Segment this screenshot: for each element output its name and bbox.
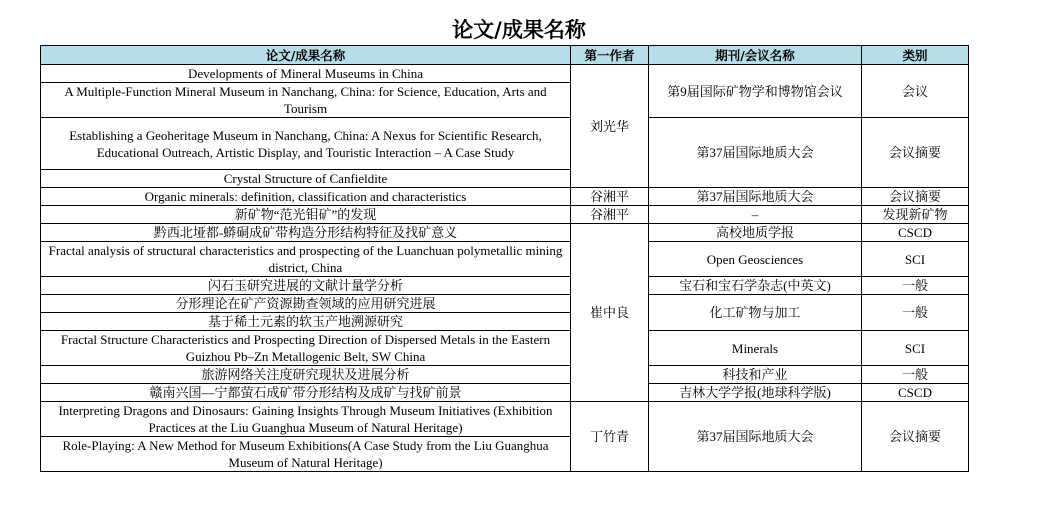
venue: – [649,206,862,224]
category: 会议 [862,65,969,118]
first-author: 谷湘平 [571,188,649,206]
table-row [41,402,969,437]
venue: 化工矿物与加工 [649,295,862,331]
header-first-author: 第一作者 [571,46,649,65]
header-title: 论文/成果名称 [41,46,571,65]
paper-title: 赣南兴国—宁都萤石成矿带分形结构及成矿与找矿前景 [41,384,571,402]
table-row [41,206,969,224]
venue: Open Geosciences [649,242,862,277]
paper-title: Interpreting Dragons and Dinosaurs: Gaining Insights Through Museum Initiatives (Exhibition Practices at the Liu Guanghua Museum of Natural Heritage) [41,402,571,437]
category: 会议摘要 [862,402,969,472]
paper-title: Crystal Structure of Canfieldite [41,170,571,188]
category: 会议摘要 [862,188,969,206]
first-author: 谷湘平 [571,206,649,224]
first-author: 刘光华 [571,65,649,188]
table-row [41,224,969,242]
paper-title: 新矿物“范光钼矿”的发现 [41,206,571,224]
venue: 第9届国际矿物学和博物馆会议 [649,65,862,118]
paper-title: 闪石玉研究进展的文献计量学分析 [41,277,571,295]
first-author: 丁竹青 [571,402,649,472]
table-header-row [41,46,969,65]
table-row [41,277,969,295]
paper-title: 黔西北垭都-蟒硐成矿带构造分形结构特征及找矿意义 [41,224,571,242]
document-title: 论文/成果名称 [452,18,586,42]
paper-title: Fractal Structure Characteristics and Prospecting Direction of Dispersed Metals in the Eastern Guizhou Pb–Zn Metallogenic Belt, SW China [41,331,571,366]
venue: 第37届国际地质大会 [649,118,862,188]
venue: 吉林大学学报(地球科学版) [649,384,862,402]
results-table [40,45,969,472]
paper-title: A Multiple-Function Mineral Museum in Nanchang, China: for Science, Education, Arts and Tourism [41,83,571,118]
venue: 高校地质学报 [649,224,862,242]
category: CSCD [862,384,969,402]
first-author: 崔中良 [571,224,649,402]
category: 发现新矿物 [862,206,969,224]
table-row [41,331,969,366]
table-row [41,384,969,402]
venue: 宝石和宝石学杂志(中英文) [649,277,862,295]
paper-title: 基于稀土元素的软玉产地溯源研究 [41,313,571,331]
paper-title: Establishing a Geoheritage Museum in Nanchang, China: A Nexus for Scientific Research, Educational Outreach, Artistic Display, and Touristic Interaction – A Case Study [41,118,571,170]
paper-title: Organic minerals: definition, classification and characteristics [41,188,571,206]
venue: 科技和产业 [649,366,862,384]
paper-title: Developments of Mineral Museums in China [41,65,571,83]
header-category: 类别 [862,46,969,65]
category: SCI [862,242,969,277]
venue: 第37届国际地质大会 [649,188,862,206]
category: 一般 [862,366,969,384]
table-row [41,65,969,83]
table-row [41,188,969,206]
paper-title: 旅游网络关注度研究现状及进展分析 [41,366,571,384]
category: SCI [862,331,969,366]
category: 一般 [862,295,969,331]
table-row [41,242,969,277]
table-row [41,118,969,170]
header-venue: 期刊/会议名称 [649,46,862,65]
venue: Minerals [649,331,862,366]
venue: 第37届国际地质大会 [649,402,862,472]
table-row [41,366,969,384]
category: 一般 [862,277,969,295]
category: CSCD [862,224,969,242]
paper-title: 分形理论在矿产资源勘查领域的应用研究进展 [41,295,571,313]
table-row [41,295,969,313]
category: 会议摘要 [862,118,969,188]
paper-title: Role-Playing: A New Method for Museum Exhibitions(A Case Study from the Liu Guanghua Museum of Natural Heritage) [41,437,571,472]
paper-title: Fractal analysis of structural characteristics and prospecting of the Luanchuan polymetallic mining district, China [41,242,571,277]
